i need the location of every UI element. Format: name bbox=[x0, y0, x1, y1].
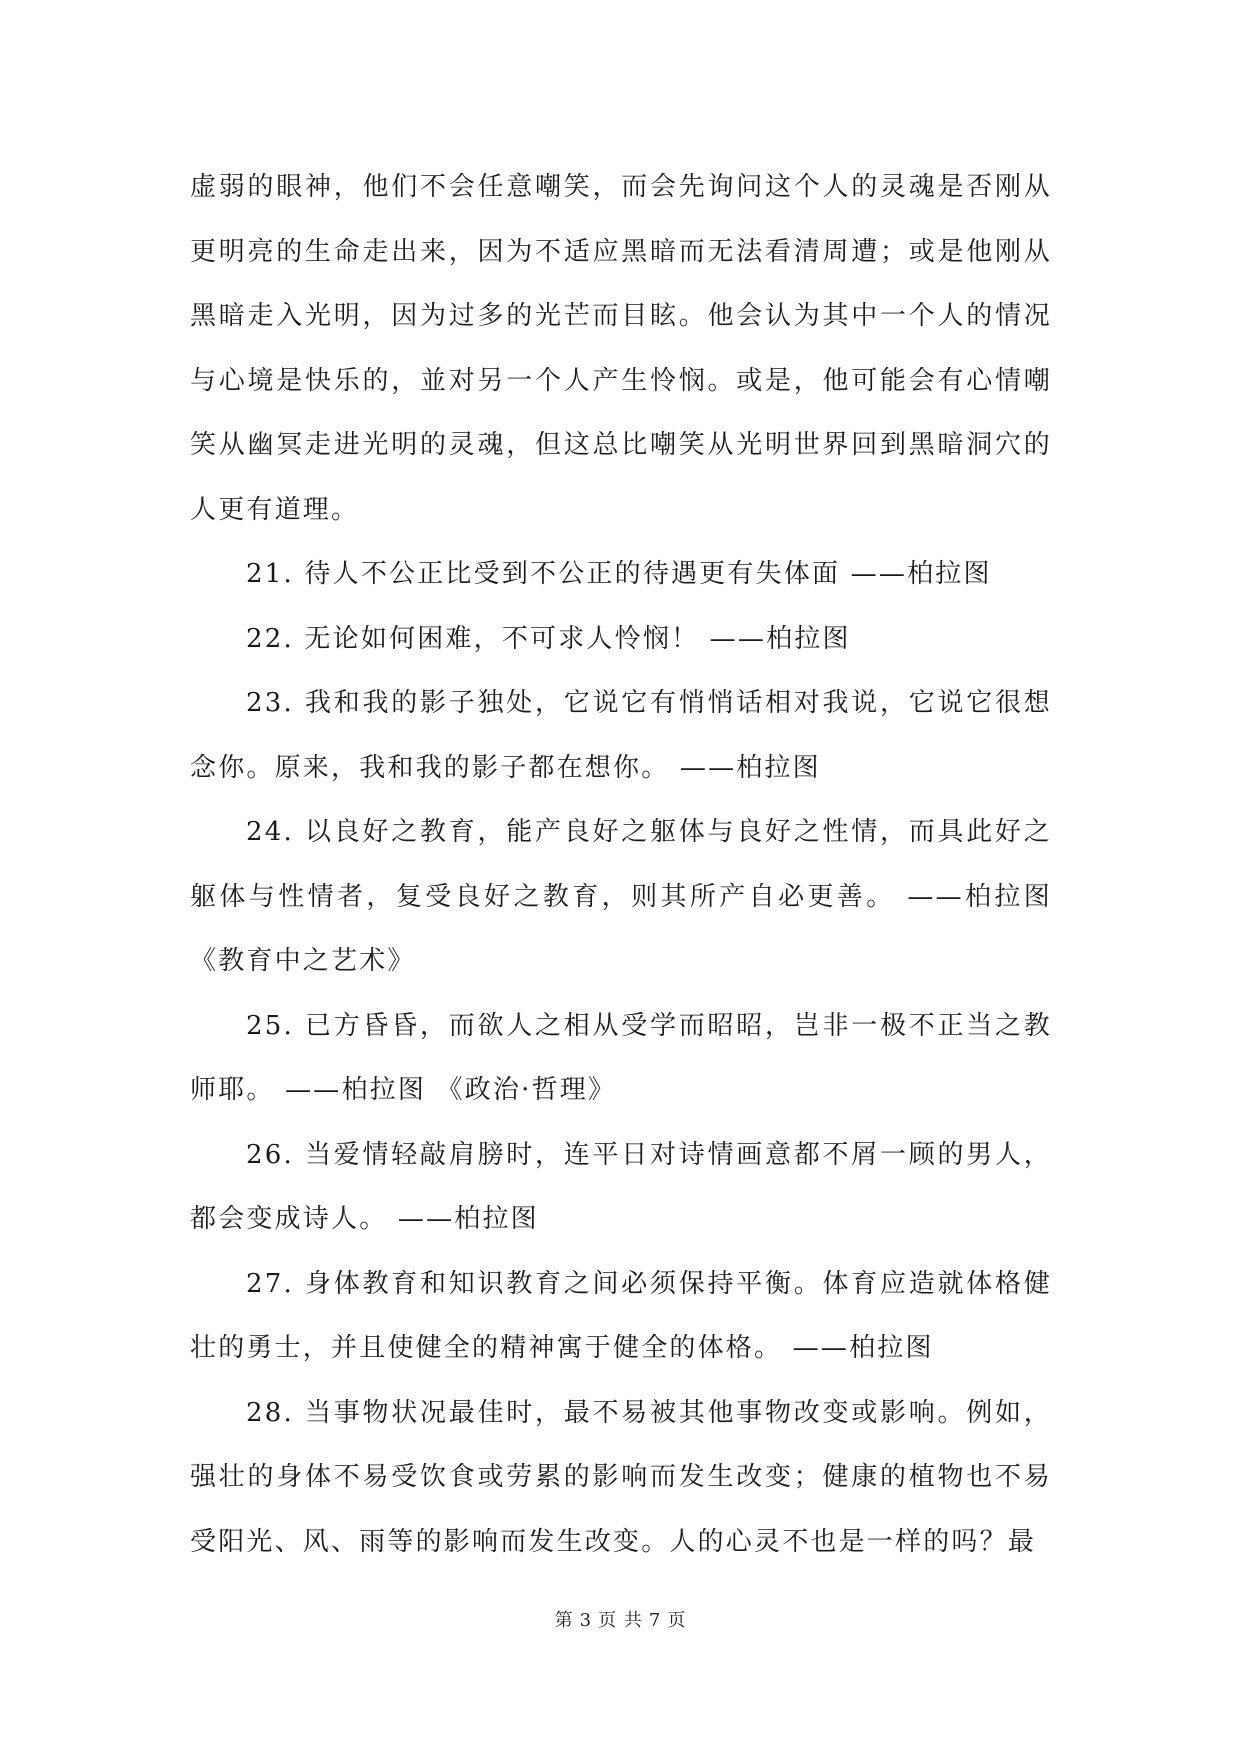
footer-middle: 页 共 bbox=[598, 1610, 643, 1631]
paragraph-continuation: 虚弱的眼神，他们不会任意嘲笑，而会先询问这个人的灵魂是否刚从更明亮的生命走出来，因为不适应黑暗而无法看清周遭；或是他刚从黑暗走入光明，因为过多的光芒而目眩。他会认为其中一个人的情况与心境是快乐的，並对另一个人产生怜悯。或是，他可能会有心情嘲笑从幽冥走进光明的灵魂，但这总比嘲笑从光明世界回到黑暗洞穴的人更有道理。 bbox=[190, 172, 1052, 525]
page-footer bbox=[0, 1606, 1241, 1632]
quote-25: 25. 已方昏昏，而欲人之相从受学而昭昭，岂非一极不正当之教师耶。 ——柏拉图 《政治·哲理》 bbox=[190, 1010, 1052, 1105]
quote-26: 26. 当爱情轻敲肩膀时，连平日对诗情画意都不屑一顾的男人，都会变成诗人。 ——柏拉图 bbox=[190, 1139, 1052, 1234]
footer-suffix: 页 bbox=[667, 1610, 687, 1631]
quote-23: 23. 我和我的影子独处，它说它有悄悄话相对我说，它说它很想念你。原来，我和我的影子都在想你。 ——柏拉图 bbox=[190, 688, 1052, 783]
quote-27: 27. 身体教育和知识教育之间必须保持平衡。体育应造就体格健壮的勇士，并且使健全的精神寓于健全的体格。 ——柏拉图 bbox=[190, 1268, 1052, 1363]
footer-prefix: 第 bbox=[554, 1610, 574, 1631]
current-page-number: 3 bbox=[579, 1610, 593, 1631]
document-body bbox=[190, 155, 1052, 1574]
quote-22: 22. 无论如何困难，不可求人怜悯！ ——柏拉图 bbox=[246, 623, 851, 654]
total-page-count: 7 bbox=[648, 1610, 662, 1631]
quote-24: 24. 以良好之教育，能产良好之躯体与良好之性情，而具此好之躯体与性情者，复受良好之教育，则其所产自必更善。 ——柏拉图《教育中之艺术》 bbox=[190, 817, 1052, 976]
quote-28: 28. 当事物状况最佳时，最不易被其他事物改变或影响。例如，强壮的身体不易受饮食或劳累的影响而发生改变；健康的植物也不易受阳光、风、雨等的影响而发生改变。人的心灵不也是一样的吗？最 bbox=[190, 1397, 1052, 1557]
quote-21: 21. 待人不公正比受到不公正的待遇更有失体面 ——柏拉图 bbox=[246, 559, 992, 589]
